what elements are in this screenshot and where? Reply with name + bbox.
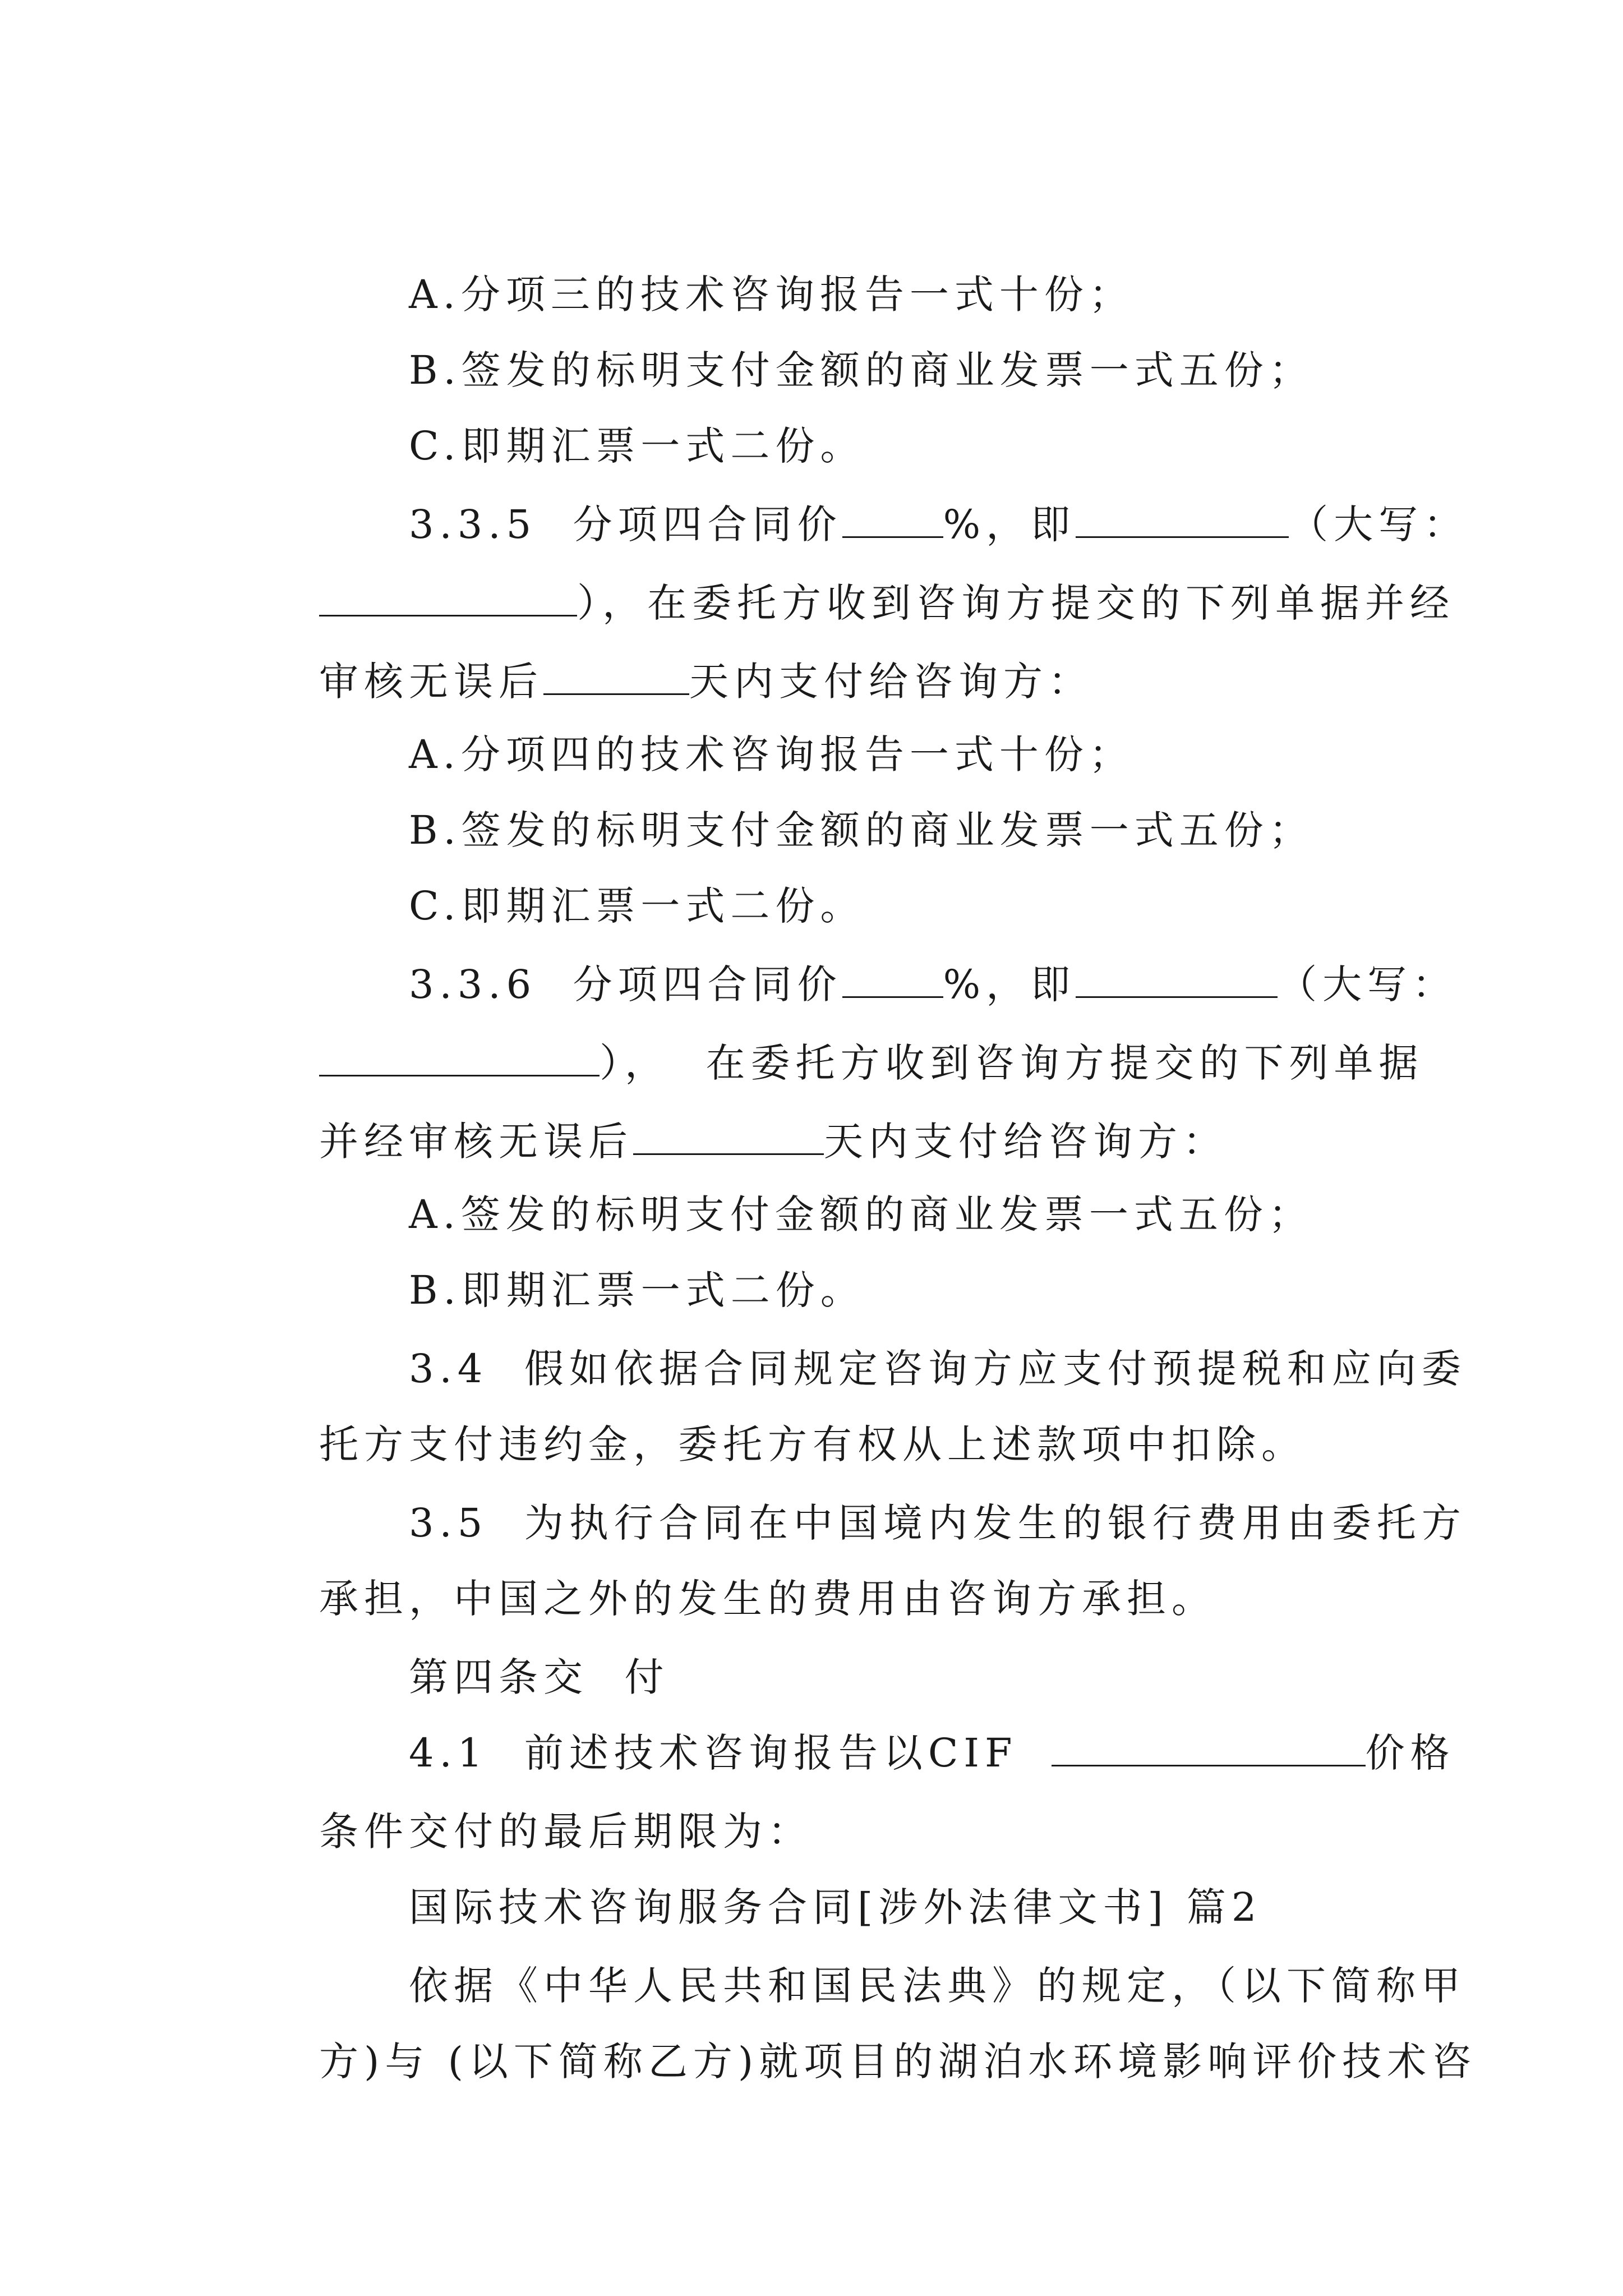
text-line (0, 449, 1623, 547)
line-text: 3.5 为执行合同在中国境内发生的银行费用由委托方 (409, 1500, 1467, 1546)
line-text: %，即 (943, 961, 1076, 1007)
text-line (0, 1066, 1623, 1165)
text-line (0, 1756, 1623, 1855)
line-text: B.签发的标明支付金额的商业发票一式五份； (409, 347, 1314, 393)
line-text: 国际技术咨询服务合同[涉外法律文书] 篇2 (409, 1884, 1262, 1930)
document-title (0, 1832, 1623, 1930)
line-text: ），在委托方收到咨询方提交的下列单据并经 (577, 580, 1455, 626)
line-text: A.分项四的技术咨询报告一式十份； (409, 731, 1134, 777)
text-line (0, 295, 1623, 393)
line-text: C.即期汇票一式二份。 (409, 423, 865, 469)
line-text: 方)与 (以下简称乙方)就项目的湖泊水环境影响评价技术咨 (319, 2039, 1477, 2085)
line-text: 3.3.6 分项四合同价 (409, 961, 842, 1007)
line-text: ）， 在委托方收到咨询方提交的下列单据 (600, 1040, 1424, 1086)
line-text: 价格 (1365, 1730, 1455, 1776)
line-text: 天内支付给咨询方： (689, 659, 1094, 705)
line-text: 条件交付的最后期限为： (319, 1809, 813, 1855)
text-line (0, 909, 1623, 1007)
line-text: A.签发的标明支付金额的商业发票一式五份； (409, 1191, 1313, 1237)
line-text: 承担，中国之外的发生的费用由咨询方承担。 (319, 1576, 1217, 1622)
line-text: 依据《中华人民共和国民法典》的规定，（以下简称甲 (409, 1963, 1467, 2009)
line-text: （大写： (1289, 501, 1469, 547)
text-line (0, 1214, 1623, 1313)
line-text: %，即 (943, 501, 1076, 547)
text-line (0, 1139, 1623, 1237)
line-text: 天内支付给咨询方： (824, 1119, 1228, 1165)
line-text: 并经审核无误后 (319, 1119, 634, 1165)
text-line (0, 606, 1623, 705)
line-text: B.即期汇票一式二份。 (409, 1267, 865, 1313)
text-line (0, 527, 1623, 626)
text-line (0, 1677, 1623, 1776)
line-text: A.分项三的技术咨询报告一式十份； (409, 272, 1134, 318)
line-text: 托方支付违约金，委托方有权从上述款项中扣除。 (319, 1421, 1307, 1467)
line-text: 第四条交 付 (409, 1654, 670, 1700)
text-line (0, 219, 1623, 318)
line-text: 审核无误后 (319, 659, 544, 705)
text-line (0, 1369, 1623, 1467)
line-text: 3.3.5 分项四合同价 (409, 501, 842, 547)
line-text: 4.1 前述技术咨询报告以CIF (409, 1730, 1018, 1776)
line-text: C.即期汇票一式二份。 (409, 883, 865, 929)
line-text: （大写： (1278, 961, 1458, 1007)
text-line (0, 1523, 1623, 1622)
text-line (0, 679, 1623, 777)
text-line (0, 1447, 1623, 1546)
text-line (0, 370, 1623, 469)
line-text: 3.4 假如依据合同规定咨询方应支付预提税和应向委 (409, 1346, 1467, 1392)
section-heading (0, 1602, 1623, 1700)
text-line (0, 754, 1623, 853)
text-line (0, 1910, 1623, 2009)
text-line (0, 830, 1623, 929)
text-line (0, 987, 1623, 1086)
text-line (0, 1293, 1623, 1392)
text-line (0, 1986, 1623, 2085)
line-text: B.签发的标明支付金额的商业发票一式五份； (409, 807, 1314, 853)
